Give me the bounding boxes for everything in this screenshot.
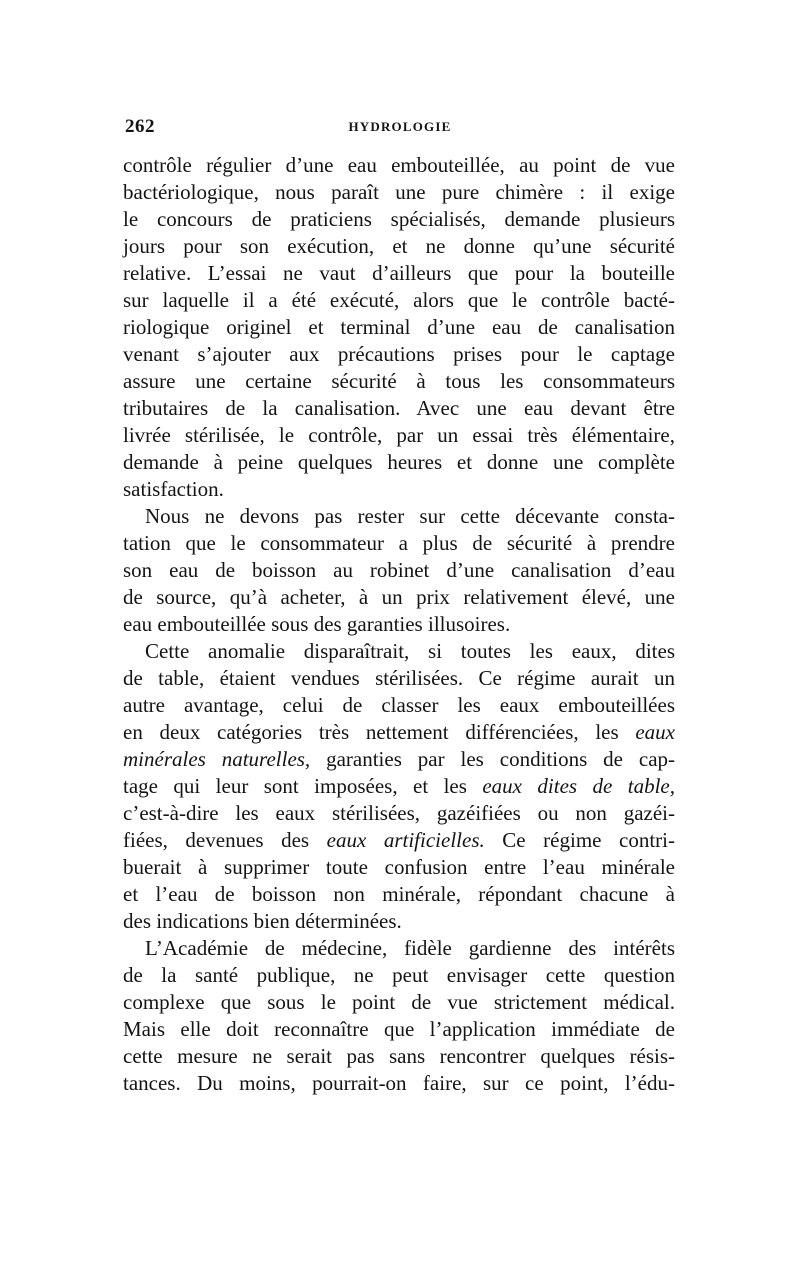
text-segment: bactériologique, nous paraît une pure chimère : il exige <box>123 180 675 204</box>
text-segment: fiées, devenues des <box>123 828 327 852</box>
text-line <box>123 530 675 557</box>
text-line <box>123 746 675 773</box>
text-line <box>123 287 675 314</box>
text-segment: sur laquelle il a été exécuté, alors que le contrôle bacté- <box>123 288 675 312</box>
text-line <box>123 206 675 233</box>
text-segment: autre avantage, celui de classer les eaux embouteillées <box>123 693 675 717</box>
text-segment: eau embouteillée sous des garanties illusoires. <box>123 612 511 636</box>
text-line <box>123 881 675 908</box>
text-segment: Mais elle doit reconnaître que l’application immédiate de <box>123 1017 675 1041</box>
text-segment: venant s’ajouter aux précautions prises pour le captage <box>123 342 675 366</box>
italic-term: eaux <box>635 720 675 744</box>
text-line <box>123 935 675 962</box>
body-text <box>123 152 675 1097</box>
text-segment: de la santé publique, ne peut envisager cette question <box>123 963 675 987</box>
text-line <box>123 341 675 368</box>
text-segment: Ce régime contri- <box>484 828 675 852</box>
text-line <box>123 719 675 746</box>
text-line <box>123 827 675 854</box>
italic-term: minérales naturelles, <box>123 747 311 771</box>
text-line <box>123 962 675 989</box>
text-line <box>123 584 675 611</box>
text-segment: tation que le consommateur a plus de sécurité à prendre <box>123 531 675 555</box>
text-line <box>123 773 675 800</box>
text-line <box>123 611 675 638</box>
text-line <box>123 395 675 422</box>
text-line <box>123 989 675 1016</box>
text-segment: et l’eau de boisson non minérale, répondant chacune à <box>123 882 675 906</box>
text-segment: contrôle régulier d’une eau embouteillée, au point de vue <box>123 153 675 177</box>
text-line <box>123 692 675 719</box>
text-line <box>123 800 675 827</box>
text-line <box>123 152 675 179</box>
text-segment: garanties par les conditions de cap- <box>310 747 676 771</box>
text-segment: buerait à supprimer toute confusion entre l’eau minérale <box>123 855 675 879</box>
text-line <box>123 557 675 584</box>
text-segment: tributaires de la canalisation. Avec une eau devant être <box>123 396 675 420</box>
text-line <box>123 179 675 206</box>
text-segment: des indications bien déterminées. <box>123 909 402 933</box>
text-line <box>123 908 675 935</box>
text-segment: riologique originel et terminal d’une eau de canalisation <box>123 315 675 339</box>
text-segment: de table, étaient vendues stérilisées. Ce régime aurait un <box>123 666 675 690</box>
page-number: 262 <box>125 116 155 137</box>
text-line <box>123 422 675 449</box>
text-segment: de source, qu’à acheter, à un prix relativement élevé, une <box>123 585 675 609</box>
text-line <box>123 368 675 395</box>
text-line <box>123 1070 675 1097</box>
text-line <box>123 233 675 260</box>
text-segment: livrée stérilisée, le contrôle, par un essai très élémentaire, <box>123 423 675 447</box>
text-line <box>123 503 675 530</box>
text-segment: jours pour son exécution, et ne donne qu’une sécurité <box>123 234 675 258</box>
running-title: HYDROLOGIE <box>348 119 452 134</box>
italic-term: eaux dites de table, <box>482 774 675 798</box>
text-segment: assure une certaine sécurité à tous les consommateurs <box>123 369 675 393</box>
text-segment: demande à peine quelques heures et donne une complète <box>123 450 675 474</box>
text-segment: tage qui leur sont imposées, et les <box>123 774 483 798</box>
text-line <box>123 449 675 476</box>
running-head <box>125 116 675 138</box>
text-line <box>123 260 675 287</box>
text-segment: satisfaction. <box>123 477 224 501</box>
text-segment: complexe que sous le point de vue strictement médical. <box>123 990 675 1014</box>
text-line <box>123 638 675 665</box>
text-line <box>123 1043 675 1070</box>
text-line <box>123 314 675 341</box>
text-line <box>123 476 675 503</box>
text-segment: L’Académie de médecine, fidèle gardienne des intérêts <box>145 936 675 960</box>
text-segment: Cette anomalie disparaîtrait, si toutes les eaux, dites <box>145 639 675 663</box>
text-segment: relative. L’essai ne vaut d’ailleurs que pour la bouteille <box>123 261 675 285</box>
text-segment: son eau de boisson au robinet d’une canalisation d’eau <box>123 558 675 582</box>
text-segment: cette mesure ne serait pas sans rencontrer quelques résis- <box>123 1044 675 1068</box>
text-line <box>123 665 675 692</box>
text-segment: c’est-à-dire les eaux stérilisées, gazéifiées ou non gazéi- <box>123 801 675 825</box>
text-segment: le concours de praticiens spécialisés, demande plusieurs <box>123 207 675 231</box>
text-segment: tances. Du moins, pourrait-on faire, sur ce point, l’édu- <box>123 1071 675 1095</box>
text-line <box>123 1016 675 1043</box>
text-segment: Nous ne devons pas rester sur cette décevante consta- <box>145 504 675 528</box>
text-line <box>123 854 675 881</box>
italic-term: eaux artificielles. <box>326 828 485 852</box>
text-segment: en deux catégories très nettement différenciées, les <box>123 720 636 744</box>
